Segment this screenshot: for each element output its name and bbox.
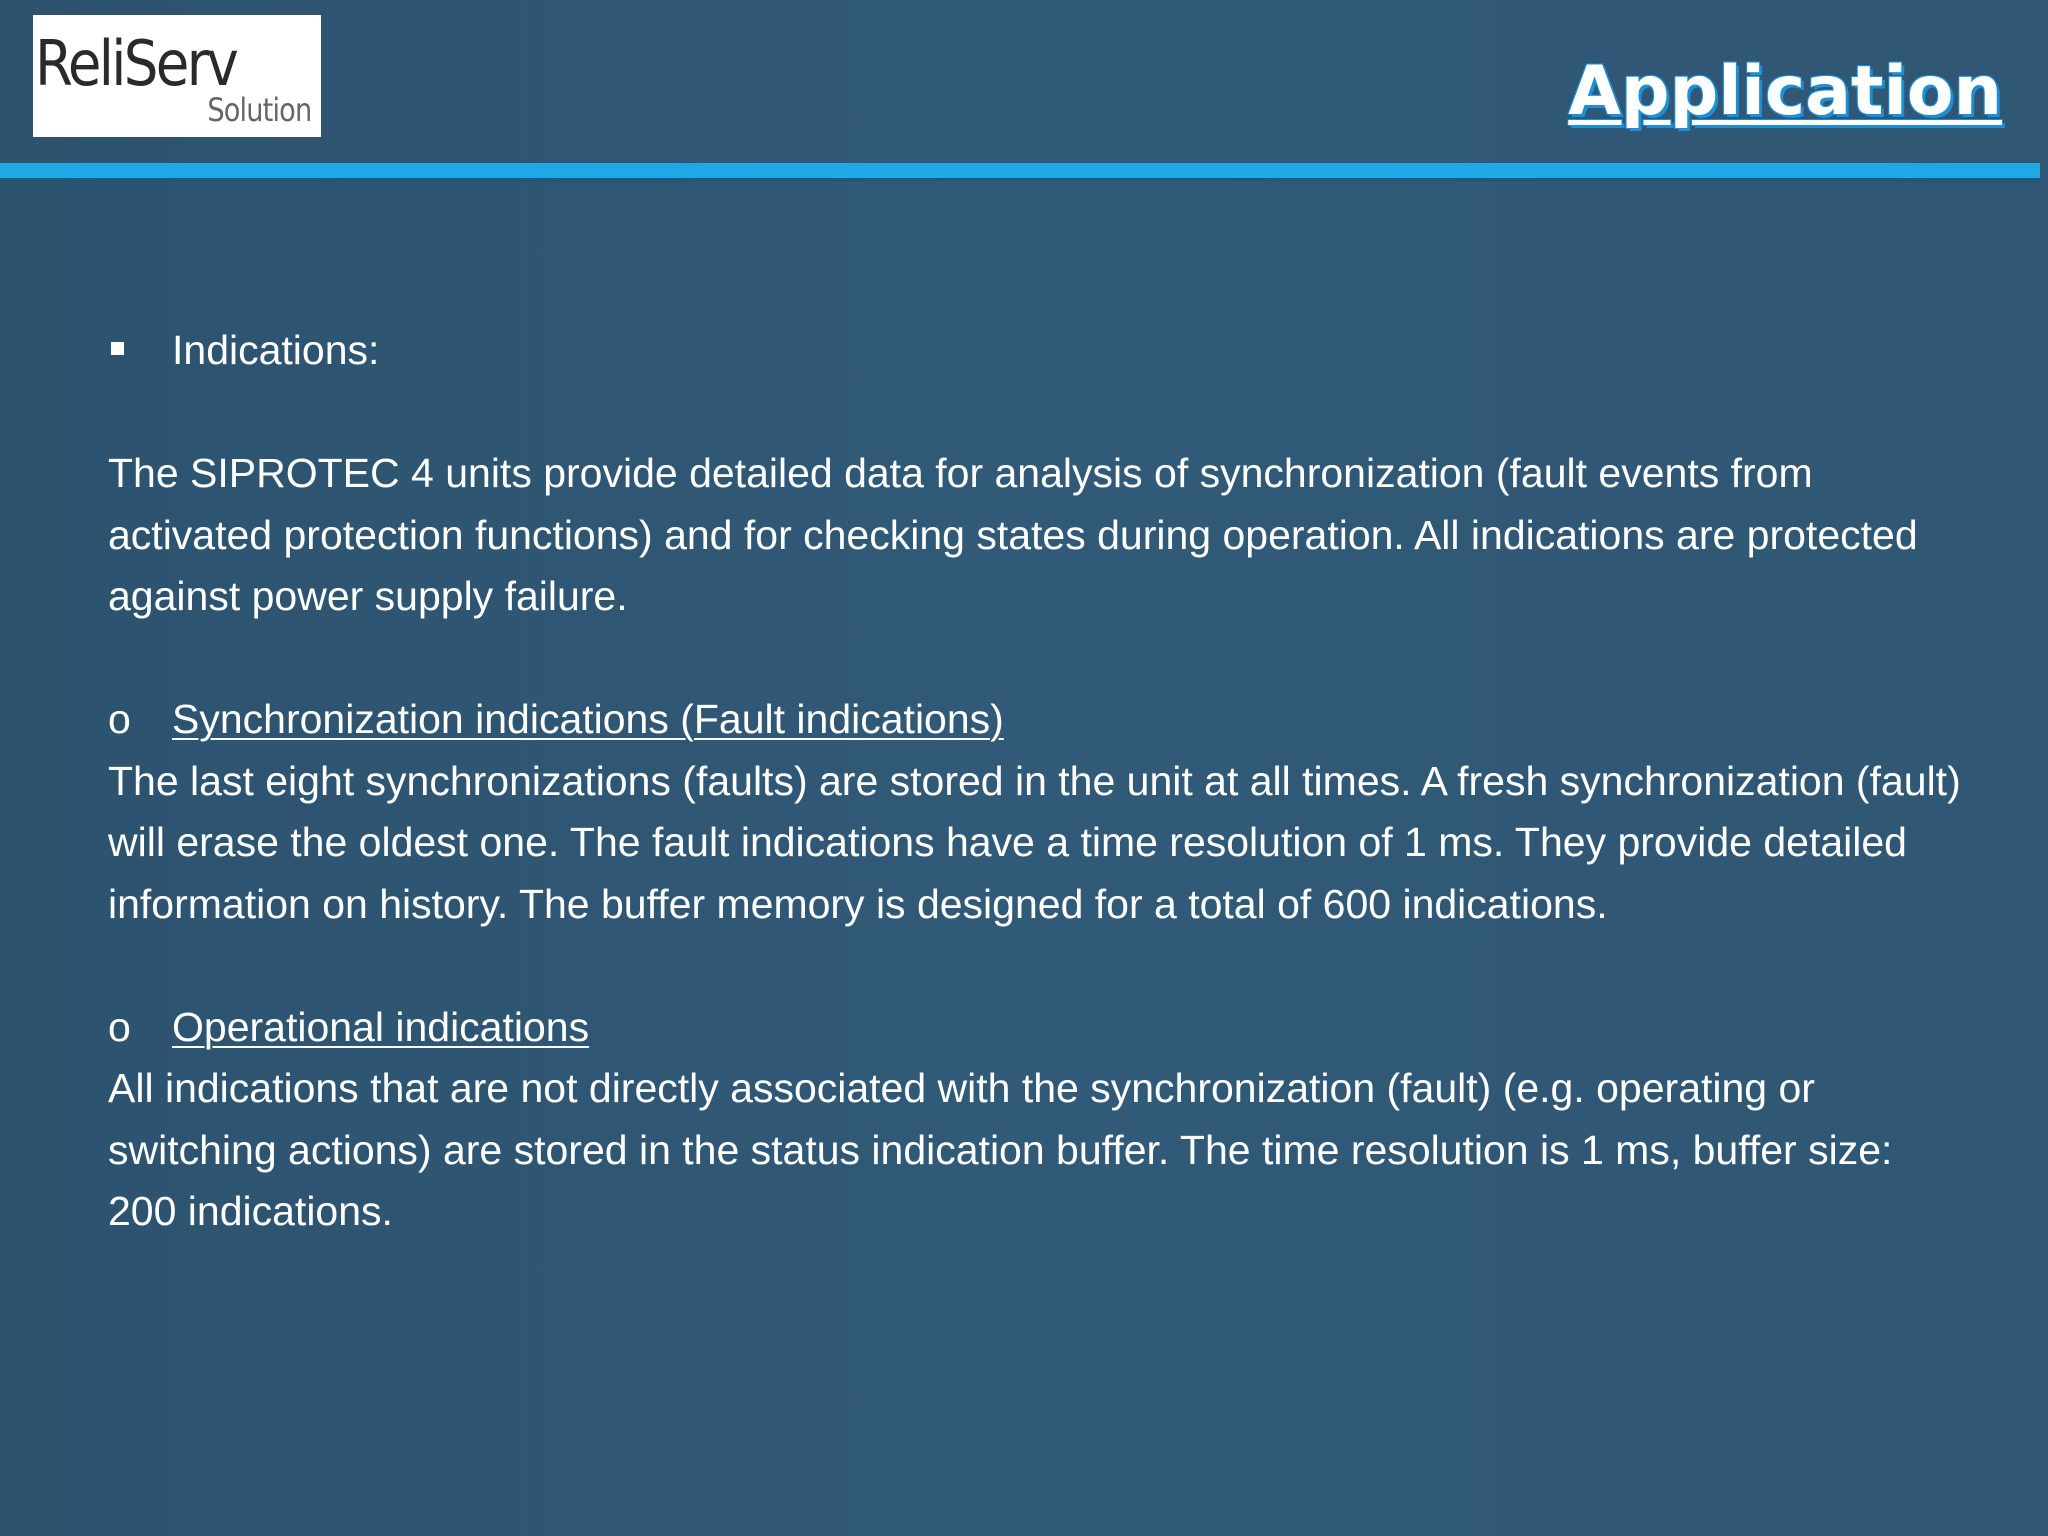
header-divider (0, 163, 2040, 181)
subheading-row-operational (108, 997, 1968, 1059)
subheading-synchronization-indications: Synchronization indications (Fault indications) (172, 696, 1004, 742)
circle-bullet-icon: o (108, 696, 131, 742)
circle-bullet-icon: o (108, 1003, 131, 1050)
spacer (108, 935, 1968, 997)
section-heading-row (108, 320, 1968, 382)
subheading-row-synchronization (108, 689, 1968, 751)
page-title: Application (1568, 52, 2002, 131)
logo-tagline: Solution (206, 91, 311, 129)
synchronization-paragraph: The last eight synchronizations (faults) are stored in the unit at all times. A fresh synchronization (fault) will erase the oldest one. The fault indications have a time resolution of 1 ms. They provide detailed information on history. The buffer memory is designed for a total of 600 indications. (108, 757, 1961, 927)
square-bullet-icon (111, 342, 124, 355)
subheading-operational-indications: Operational indications (172, 1003, 590, 1050)
intro-paragraph: The SIPROTEC 4 units provide detailed data for analysis of synchronization (fault events from activated protection functions) and for checking states during operation. All indications are protected against power supply failure. (108, 450, 1918, 619)
reliserv-logo (33, 15, 321, 137)
logo-name: ReliServ (35, 27, 237, 100)
spacer (108, 628, 1968, 690)
section-heading: Indications: (172, 327, 380, 373)
slide-body (108, 320, 1968, 1243)
spacer (108, 382, 1968, 444)
operational-paragraph: All indications that are not directly associated with the synchronization (fault) (e.g. operating or switching actions) are stored in the status indication buffer. The time resolution is 1 ms, buffer size: 200 indications. (108, 1065, 1893, 1234)
